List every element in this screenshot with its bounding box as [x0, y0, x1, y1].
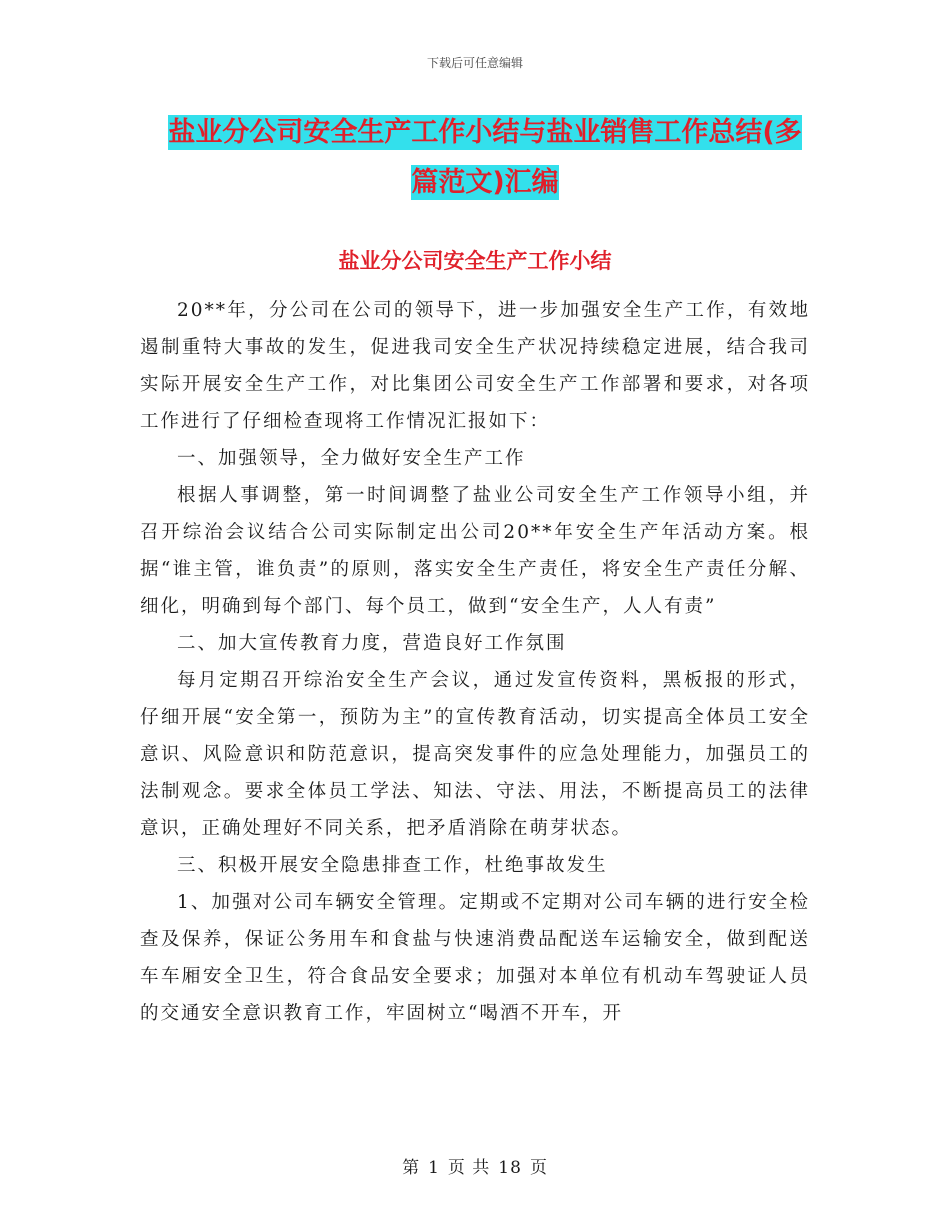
paragraph-heading: 二、加大宣传教育力度，营造良好工作氛围 — [177, 633, 567, 654]
header-note: 下载后可任意编辑 — [426, 56, 523, 70]
page-prefix: 第 — [402, 1158, 421, 1178]
page-suffix: 页 — [529, 1158, 548, 1178]
page-mid: 页 共 — [447, 1158, 491, 1178]
paragraph-heading: 一、加强领导，全力做好安全生产工作 — [177, 448, 526, 469]
section-title: 盐业分公司安全生产工作小结 — [338, 249, 612, 273]
page-footer — [0, 1153, 950, 1178]
document-title-line2: 篇范文)汇编 — [411, 167, 559, 198]
paragraph: 根据人事调整，第一时间调整了盐业公司安全生产工作领导小组，并召开综治会议结合公司实际制定出公司20**年安全生产年活动方案。根据“谁主管，谁负责”的原则，落实安全生产责任，将安全生产责任分解、细化，明确到每个部门、每个员工，做到“安全生产，人人有责” — [140, 485, 810, 617]
document-title — [140, 108, 830, 208]
paragraph: 每月定期召开综治安全生产会议，通过发宣传资料，黑板报的形式，仔细开展“安全第一，预防为主”的宣传教育活动，切实提高全体员工安全意识、风险意识和防范意识，提高突发事件的应急处理能力，加强员工的法制观念。要求全体员工学法、知法、守法、用法，不断提高员工的法律意识，正确处理好不同关系，把矛盾消除在萌芽状态。 — [140, 670, 810, 839]
page-total: 18 — [498, 1158, 522, 1178]
document-title-line1: 盐业分公司安全生产工作小结与盐业销售工作总结(多 — [168, 117, 802, 148]
document-body — [140, 292, 810, 1032]
paragraph: 1、加强对公司车辆安全管理。定期或不定期对公司车辆的进行安全检查及保养，保证公务用车和食盐与快速消费品配送车运输安全，做到配送车车厢安全卫生，符合食品安全要求；加强对本单位有机动车驾驶证人员的交通安全意识教育工作，牢固树立“喝酒不开车，开 — [140, 892, 810, 1024]
page-number: 1 — [428, 1158, 440, 1178]
paragraph: 20**年，分公司在公司的领导下，进一步加强安全生产工作，有效地遏制重特大事故的发生，促进我司安全生产状况持续稳定进展，结合我司实际开展安全生产工作，对比集团公司安全生产工作部署和要求，对各项工作进行了仔细检查现将工作情况汇报如下： — [140, 300, 810, 432]
paragraph-heading: 三、积极开展安全隐患排查工作，杜绝事故发生 — [177, 855, 608, 876]
